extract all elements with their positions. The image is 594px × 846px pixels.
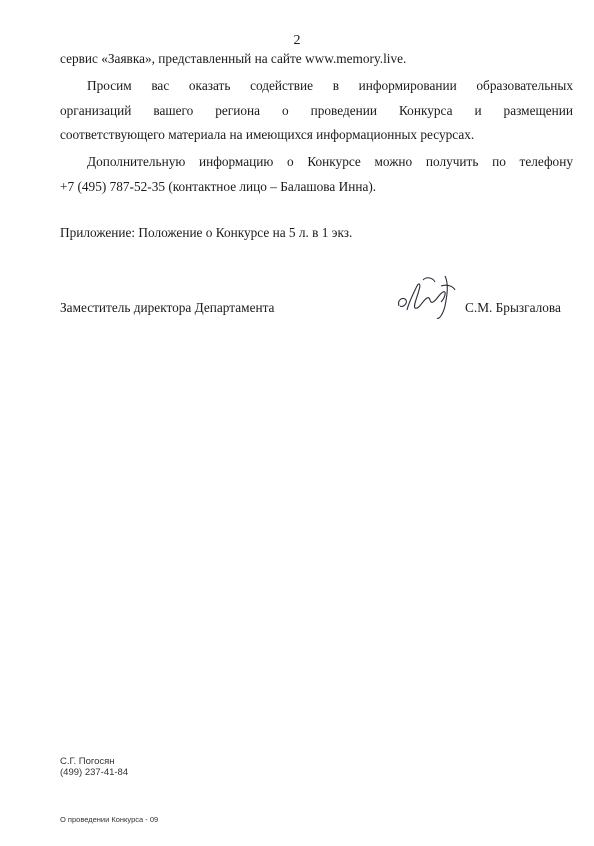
request-paragraph-line-2	[60, 103, 573, 119]
word: оказать	[188, 78, 231, 93]
footer-file-label: О проведении Конкурса - 09	[60, 815, 159, 824]
word: по	[492, 154, 506, 169]
request-paragraph-line-3: соответствующего материала на имеющихся информационных ресурсах.	[60, 127, 475, 142]
contact-name: С.Г. Погосян	[60, 756, 115, 767]
word: информацию	[198, 154, 274, 169]
word: вашего	[153, 103, 194, 118]
word: проведении	[310, 103, 377, 118]
word: вас	[151, 78, 170, 93]
word: Дополнительную	[87, 154, 186, 169]
signer-position: Заместитель директора Департамента	[60, 300, 275, 315]
word: и	[474, 103, 482, 118]
word: Конкурсе	[307, 154, 361, 169]
word: телефону	[519, 154, 573, 169]
word: Просим	[87, 78, 132, 93]
word: региона	[215, 103, 261, 118]
word: Конкурса	[398, 103, 453, 118]
word: содействие	[250, 78, 314, 93]
page-number: 2	[293, 33, 301, 48]
body-line-1: сервис «Заявка», представленный на сайте www.memory.live.	[60, 51, 407, 66]
info-paragraph-line-1	[87, 154, 573, 170]
word: организаций	[60, 103, 132, 118]
word: образовательных	[476, 78, 573, 93]
word: в	[332, 78, 339, 93]
info-paragraph-line-2: +7 (495) 787-52-35 (контактное лицо – Балашова Инна).	[60, 179, 377, 194]
request-paragraph-line-1	[87, 78, 573, 94]
word: размещении	[503, 103, 573, 118]
word: можно	[374, 154, 413, 169]
contact-phone: (499) 237-41-84	[60, 767, 129, 778]
word: о	[282, 103, 289, 118]
attachment-note: Приложение: Положение о Конкурсе на 5 л. в 1 экз.	[60, 225, 353, 240]
signer-name: С.М. Брызгалова	[465, 300, 561, 315]
word: информировании	[358, 78, 457, 93]
word: получить	[425, 154, 479, 169]
handwritten-signature	[393, 272, 465, 322]
word: о	[286, 154, 294, 169]
